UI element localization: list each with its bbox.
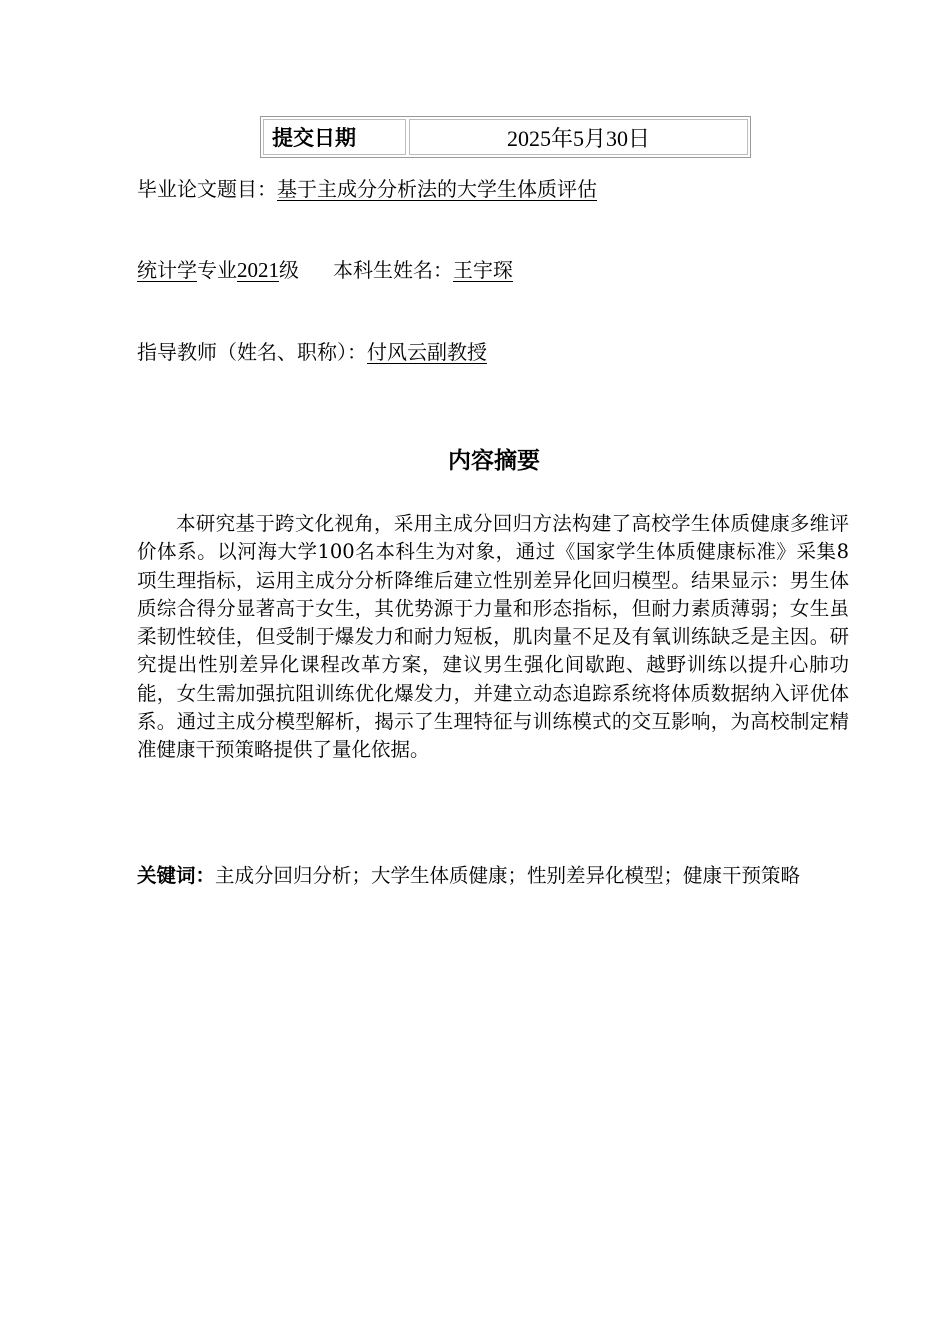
keywords-label: 关键词： — [137, 864, 216, 887]
advisor-line — [137, 336, 487, 365]
student-year: 2021 — [237, 258, 279, 282]
student-name: 王宇琛 — [453, 258, 513, 282]
submission-date-label: 提交日期 — [263, 119, 406, 155]
student-major: 统计学 — [137, 258, 197, 282]
advisor-name: 付风云副教授 — [367, 340, 487, 364]
abstract-body: 本研究基于跨文化视角，采用主成分回归方法构建了高校学生体质健康多维评价体系。以河海大学100名本科生为对象，通过《国家学生体质健康标准》采集8项生理指标，运用主成分分析降维后建立性别差异化回归模型。结果显示：男生体质综合得分显著高于女生，其优势源于力量和形态指标，但耐力素质薄弱；女生虽柔韧性较佳，但受制于爆发力和耐力短板，肌肉量不足及有氧训练缺乏是主因。研究提出性别差异化课程改革方案，建议男生强化间歇跑、越野训练以提升心肺功能，女生需加强抗阻训练优化爆发力，并建立动态追踪系统将体质数据纳入评优体系。通过主成分模型解析，揭示了生理特征与训练模式的交互影响，为高校制定精准健康干预策略提供了量化依据。 — [137, 512, 849, 762]
student-name-label: 本科生姓名： — [333, 258, 453, 282]
student-info-line — [137, 254, 513, 283]
student-major-suffix: 专业 — [197, 258, 237, 282]
keywords-text: 主成分回归分析；大学生体质健康；性别差异化模型；健康干预策略 — [215, 864, 801, 887]
keywords — [137, 862, 849, 890]
abstract-title: 内容摘要 — [448, 448, 540, 474]
advisor-label: 指导教师（姓名、职称）： — [137, 340, 367, 364]
thesis-title-label: 毕业论文题目： — [137, 177, 277, 201]
submission-date-value: 2025年5月30日 — [409, 119, 748, 155]
student-year-suffix: 级 — [279, 258, 299, 282]
thesis-title: 基于主成分分析法的大学生体质评估 — [277, 177, 597, 201]
submission-date-table — [260, 116, 751, 158]
thesis-title-line — [137, 173, 597, 202]
